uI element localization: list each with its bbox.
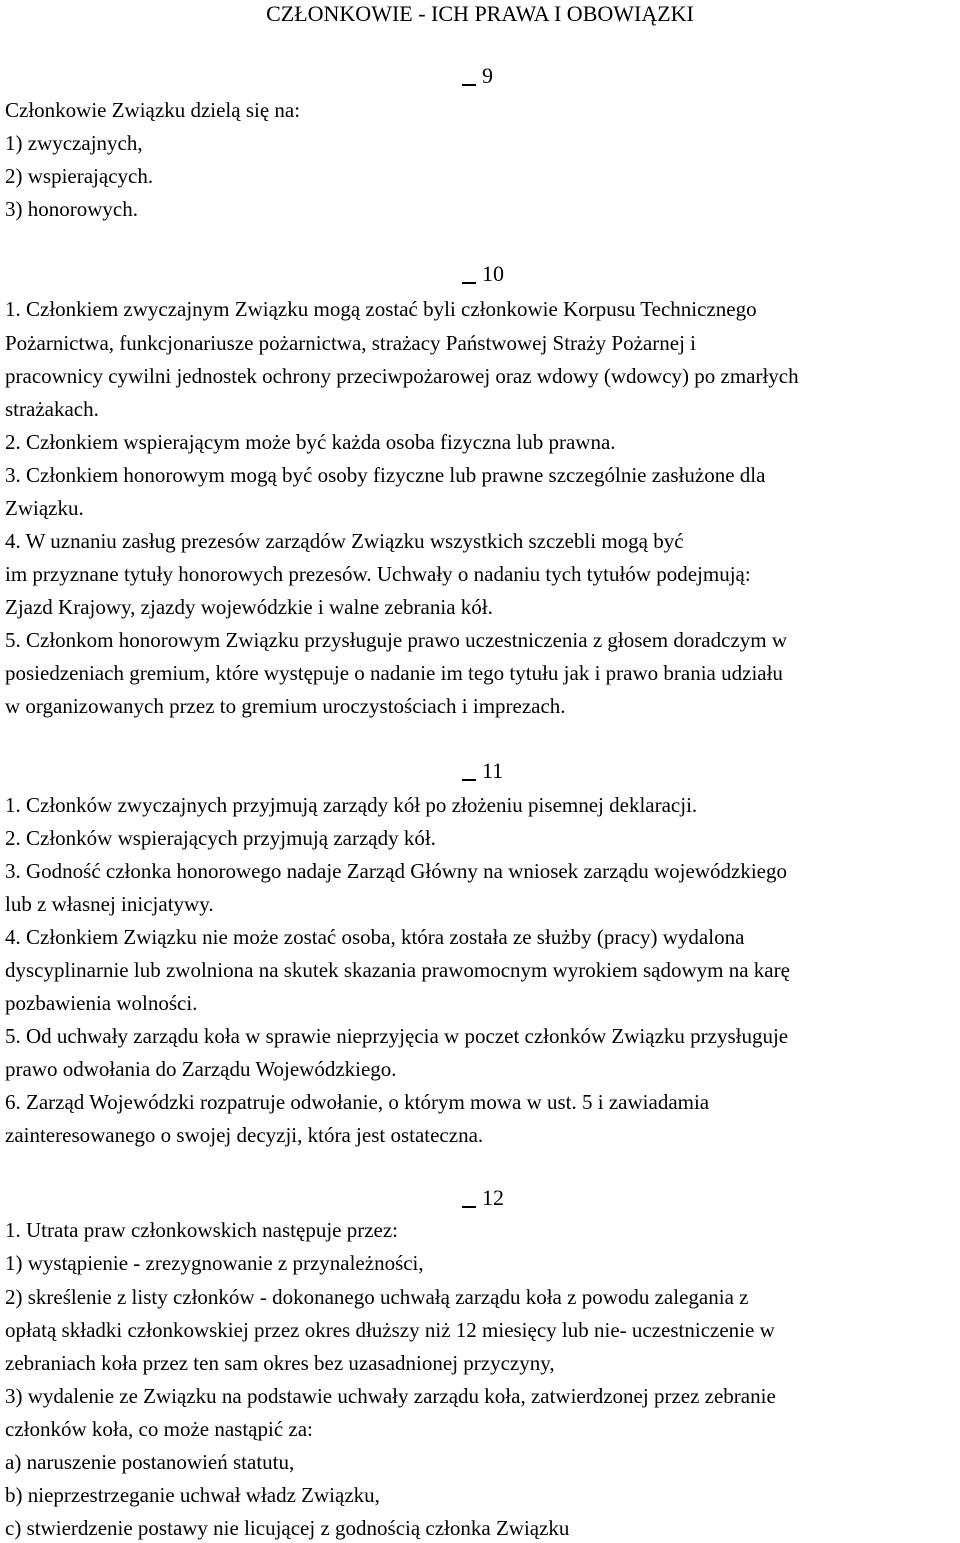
section-marker-10	[460, 260, 504, 288]
section-marker-11	[460, 757, 503, 785]
paragraph-line: 1) zwyczajnych,	[5, 131, 143, 155]
section-marker-9	[460, 62, 493, 90]
section-marker-12	[460, 1184, 504, 1212]
paragraph-line: 4. Członkiem Związku nie może zostać osoba, która została ze służby (pracy) wydalona	[5, 925, 745, 949]
paragraph-line: pozbawienia wolności.	[5, 991, 198, 1015]
paragraph-line: 2) skreślenie z listy członków - dokonanego uchwałą zarządu koła z powodu zalegania z	[5, 1285, 749, 1309]
paragraph-line: 5. Członkom honorowym Związku przysługuje prawo uczestniczenia z głosem doradczym w	[5, 628, 788, 652]
paragraph-line: strażakach.	[5, 397, 99, 421]
section-number: 10	[482, 261, 504, 286]
paragraph-line: członków koła, co może nastąpić za:	[5, 1417, 313, 1441]
section-number: 11	[482, 758, 504, 783]
paragraph-line: zainteresowanego o swojej decyzji, która jest ostateczna.	[5, 1123, 484, 1147]
paragraph-line: prawo odwołania do Zarządu Wojewódzkiego.	[5, 1057, 397, 1081]
page-title: CZŁONKOWIE - ICH PRAWA I OBOWIĄZKI	[266, 1, 694, 26]
paragraph-line: im przyznane tytuły honorowych prezesów. Uchwały o nadaniu tych tytułów podejmują:	[5, 562, 751, 586]
paragraph-line: 1) wystąpienie - zrezygnowanie z przynależności,	[5, 1251, 424, 1275]
section-sign-icon	[460, 757, 478, 785]
paragraph-line: w organizowanych przez to gremium uroczystościach i imprezach.	[5, 694, 566, 718]
paragraph-line: 1. Członkiem zwyczajnym Związku mogą zostać byli członkowie Korpusu Technicznego	[5, 297, 757, 321]
paragraph-line: Pożarnictwa, funkcjonariusze pożarnictwa, strażacy Państwowej Straży Pożarnej i	[5, 331, 696, 355]
section-number: 12	[482, 1185, 504, 1210]
paragraph-line: a) naruszenie postanowień statutu,	[5, 1450, 295, 1474]
paragraph-line: 6. Zarząd Wojewódzki rozpatruje odwołanie, o którym mowa w ust. 5 i zawiadamia	[5, 1090, 710, 1114]
paragraph-line: 4. W uznaniu zasług prezesów zarządów Związku wszystkich szczebli mogą być	[5, 529, 684, 553]
paragraph-line: Związku.	[5, 496, 84, 520]
paragraph-line: 5. Od uchwały zarządu koła w sprawie nieprzyjęcia w poczet członków Związku przysługuje	[5, 1024, 789, 1048]
section-sign-icon	[460, 1184, 478, 1212]
paragraph-line: 3. Godność członka honorowego nadaje Zarząd Główny na wniosek zarządu wojewódzkiego	[5, 859, 787, 883]
paragraph-line: 3. Członkiem honorowym mogą być osoby fizyczne lub prawne szczególnie zasłużone dla	[5, 463, 766, 487]
paragraph-line: opłatą składki członkowskiej przez okres dłuższy niż 12 miesięcy lub nie- uczestniczenie w	[5, 1318, 775, 1342]
paragraph-line: 1. Członków zwyczajnych przyjmują zarządy kół po złożeniu pisemnej deklaracji.	[5, 793, 698, 817]
paragraph-line: 1. Utrata praw członkowskich następuje przez:	[5, 1218, 399, 1242]
paragraph-line: 3) wydalenie ze Związku na podstawie uchwały zarządu koła, zatwierdzonej przez zebranie	[5, 1384, 776, 1408]
paragraph-line: 2. Członkiem wspierającym może być każda osoba fizyczna lub prawna.	[5, 430, 616, 454]
section-sign-icon	[460, 62, 478, 90]
paragraph-line: Zjazd Krajowy, zjazdy wojewódzkie i walne zebrania kół.	[5, 595, 493, 619]
paragraph-line: 2) wspierających.	[5, 164, 154, 188]
paragraph-line: b) nieprzestrzeganie uchwał władz Związku,	[5, 1483, 380, 1507]
paragraph-line: Członkowie Związku dzielą się na:	[5, 98, 301, 122]
paragraph-line: 2. Członków wspierających przyjmują zarządy kół.	[5, 826, 436, 850]
paragraph-line: posiedzeniach gremium, które występuje o nadanie im tego tytułu jak i prawo brania udziału	[5, 661, 783, 685]
paragraph-line: lub z własnej inicjatywy.	[5, 892, 214, 916]
paragraph-line: zebraniach koła przez ten sam okres bez uzasadnionej przyczyny,	[5, 1351, 555, 1375]
paragraph-line: c) stwierdzenie postawy nie licującej z godnością członka Związku	[5, 1516, 570, 1540]
section-number: 9	[482, 63, 493, 88]
paragraph-line: 3) honorowych.	[5, 197, 138, 221]
section-sign-icon	[460, 260, 478, 288]
paragraph-line: dyscyplinarnie lub zwolniona na skutek skazania prawomocnym wyrokiem sądowym na karę	[5, 958, 790, 982]
paragraph-line: pracownicy cywilni jednostek ochrony przeciwpożarowej oraz wdowy (wdowcy) po zmarłych	[5, 364, 799, 388]
